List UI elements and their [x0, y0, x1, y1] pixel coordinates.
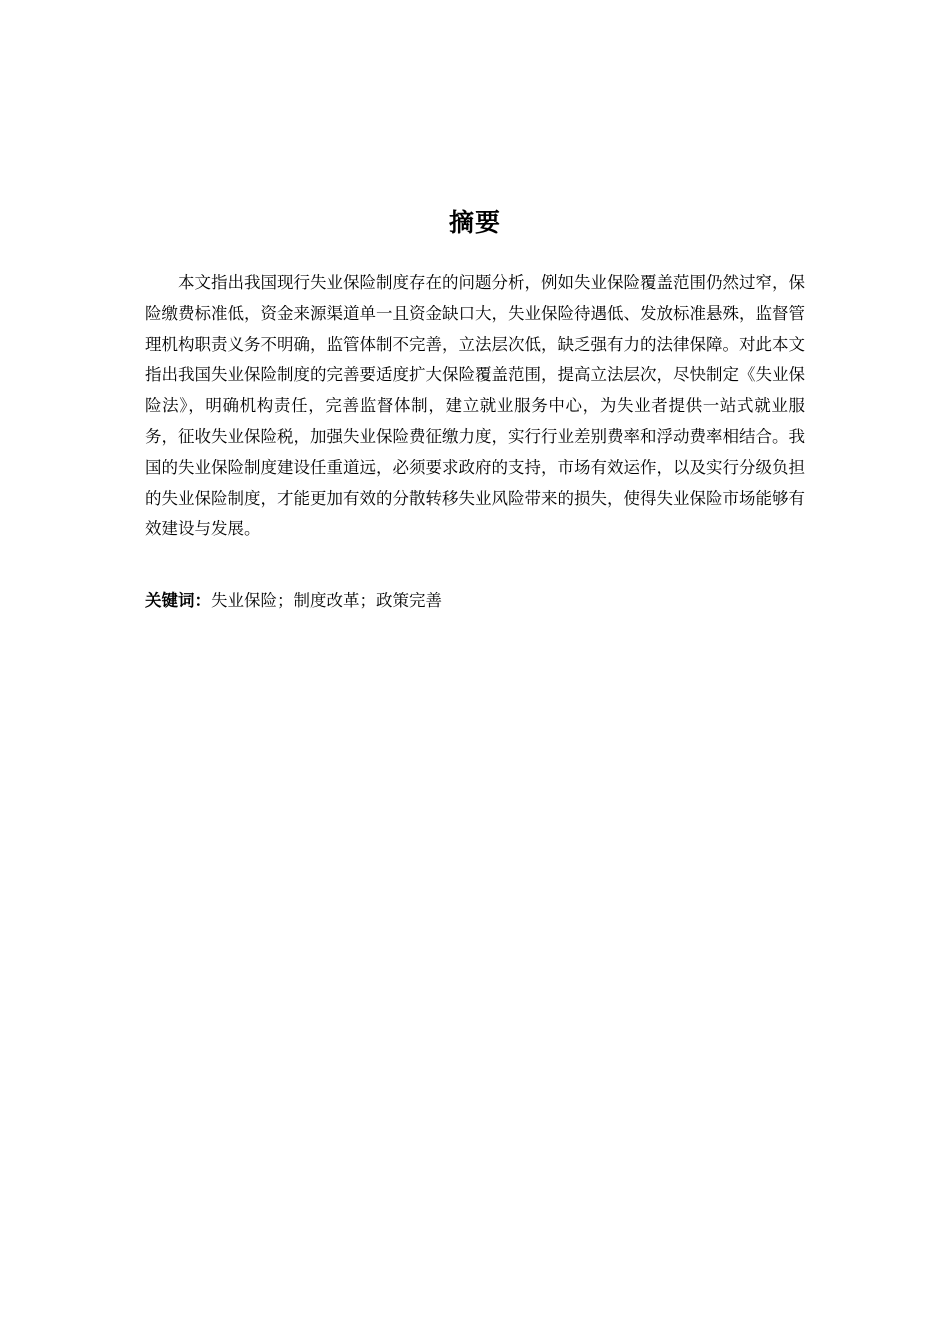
keywords-value: 失业保险；制度改革；政策完善 [211, 591, 442, 610]
keywords-label: 关键词： [145, 591, 211, 610]
keywords-line [145, 587, 805, 615]
abstract-body: 本文指出我国现行失业保险制度存在的问题分析，例如失业保险覆盖范围仍然过窄，保险缴费标准低，资金来源渠道单一且资金缺口大，失业保险待遇低、发放标准悬殊，监督管理机构职责义务不明确，监管体制不完善，立法层次低，缺乏强有力的法律保障。对此本文指出我国失业保险制度的完善要适度扩大保险覆盖范围，提高立法层次，尽快制定《失业保险法》，明确机构责任，完善监督体制，建立就业服务中心，为失业者提供一站式就业服务，征收失业保险税，加强失业保险费征缴力度，实行行业差别费率和浮动费率相结合。我国的失业保险制度建设任重道远，必须要求政府的支持，市场有效运作，以及实行分级负担的失业保险制度，才能更加有效的分散转移失业风险带来的损失，使得失业保险市场能够有效建设与发展。 [145, 273, 805, 539]
abstract-title: 摘要 [448, 208, 501, 237]
